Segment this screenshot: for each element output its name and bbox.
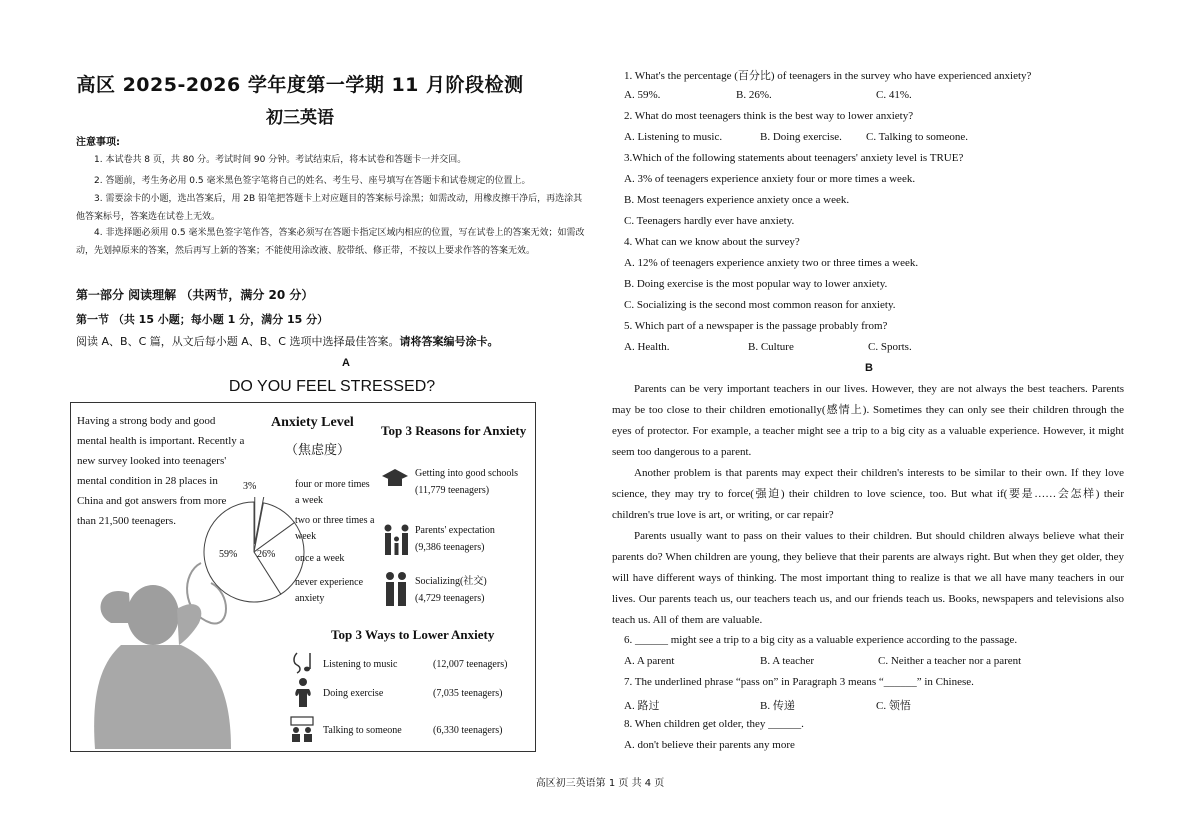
reason-2-label: Parents' expectation (415, 525, 495, 536)
notice-item-4: 4. 非选择题必须用 0.5 毫米黑色签字笔作答，答案必须写在答题卡指定区域内相应的位置，写在试卷上的答案无效；如需改动，先划掉原来的答案，然后再写上新的答案；不能使用涂改液、胶带纸、修正带，不按以上要求作答的答案无效。 (76, 228, 585, 256)
q7-option-a: A. 路过 (624, 700, 660, 712)
q4-option-a: A. 12% of teenagers experience anxiety two or three times a week. (624, 257, 919, 269)
part1-heading: 第一部分 阅读理解 （共两节，满分 20 分） (76, 288, 314, 302)
question-6: 6. ______ might see a trip to a big city as a valuable experience according to the passage. (624, 634, 1018, 646)
pie-label-26: 26% (257, 549, 276, 560)
passage-b-paragraph-2-text: Another problem is that parents may expect their children's interests to be similar to their own. If they love science, they may try to force(强迫) their children to love science, too. But what if(要是……会怎样) their children's true love is art, or writing, or car repair? (612, 467, 1124, 521)
q6-option-b: B. A teacher (760, 655, 815, 667)
reason-2 (415, 522, 539, 556)
q7-option-c: C. 领悟 (876, 700, 911, 712)
q2-option-a: A. Listening to music. (624, 131, 723, 143)
reasons-title: Top 3 Reasons for Anxiety (381, 423, 527, 438)
infographic (70, 402, 536, 752)
question-1: 1. What's the percentage (百分比) of teenagers in the survey who have experienced anxiety? (624, 70, 1032, 82)
notice-item-3: 3. 需要涂卡的小题，选出答案后，用 2B 铅笔把答题卡上对应题目的答案标号涂黑；如需改动，用橡皮擦干净后，再选涂其他答案标号，答案选在试卷上无效。 (76, 194, 583, 222)
q3-option-c: C. Teenagers hardly ever have anxiety. (624, 215, 795, 227)
graduation-cap-icon (381, 467, 409, 491)
passage-b-paragraph-1 (612, 379, 1124, 463)
question-2: 2. What do most teenagers think is the best way to lower anxiety? (624, 110, 914, 122)
question-4: 4. What can we know about the survey? (624, 236, 800, 248)
q3-option-a: A. 3% of teenagers experience anxiety four or more times a week. (624, 173, 916, 185)
question-8: 8. When children get older, they ______. (624, 718, 804, 730)
q5-option-a: A. Health. (624, 341, 670, 353)
q5-option-c: C. Sports. (868, 341, 912, 353)
q7-option-b: B. 传递 (760, 700, 795, 712)
q5-option-b: B. Culture (748, 341, 794, 353)
instruction-text: 阅读 A、B、C 篇，从文后每小题 A、B、C 选项中选择最佳答案。 (76, 335, 400, 348)
passage-b-paragraph-1-text: Parents can be very important teachers in our lives. However, they are not always the best teachers. Parents may be too close to their children emotionally(感情上). Sometimes they can only see their children through the eyes of protector. For example, a teacher might see a trip to a big city as a valuable experience. However, it might seem too dangerous to a parent. (612, 383, 1124, 458)
way-1-label: Listening to music (323, 659, 398, 670)
instruction-bold: 请将答案编号涂卡。 (399, 335, 499, 348)
way-1-count: (12,007 teenagers) (433, 659, 508, 670)
passage-a-label: A (342, 357, 350, 369)
q2-option-c: C. Talking to someone. (866, 131, 968, 143)
question-3: 3.Which of the following statements about teenagers' anxiety level is TRUE? (624, 152, 964, 164)
ways-title: Top 3 Ways to Lower Anxiety (331, 627, 495, 642)
right-page (600, 0, 1200, 831)
q1-option-c: C. 41%. (876, 89, 912, 101)
freq-four-or-more: four or more times a week (295, 479, 370, 506)
reason-1-count: (11,779 teenagers) (415, 485, 490, 496)
q2-option-b: B. Doing exercise. (760, 131, 842, 143)
notice-item-1: 1. 本试卷共 8 页，共 80 分。考试时间 90 分钟。考试结束后，将本试卷和答题卡一并交回。 (94, 155, 467, 165)
exam-subtitle: 初三英语 (266, 108, 334, 128)
reason-3 (415, 573, 539, 607)
reason-3-count: (4,729 teenagers) (415, 593, 485, 604)
way-2-count: (7,035 teenagers) (433, 688, 503, 699)
q8-option-a: A. don't believe their parents any more (624, 739, 795, 751)
part1-subheading: 第一节 （共 15 小题；每小题 1 分，满分 15 分） (76, 313, 329, 326)
freq-once: once a week (295, 553, 345, 564)
way-3-count: (6,330 teenagers) (433, 725, 503, 736)
passage-b-label: B (865, 362, 873, 374)
question-7: 7. The underlined phrase “pass on” in Paragraph 3 means “______” in Chinese. (624, 676, 974, 688)
talking-icon (289, 715, 315, 743)
question-5: 5. Which part of a newspaper is the passage probably from? (624, 320, 888, 332)
q4-option-b: B. Doing exercise is the most popular way to lower anxiety. (624, 278, 888, 290)
people-icon (383, 571, 409, 607)
q6-option-a: A. A parent (624, 655, 675, 667)
passage-b-paragraph-2 (612, 463, 1124, 526)
anxiety-level-subtitle: （焦虑度） (285, 442, 351, 457)
q3-option-b: B. Most teenagers experience anxiety once a week. (624, 194, 850, 206)
freq-two-or-three: two or three times a week (295, 515, 375, 542)
passage-a-title: DO YOU FEEL STRESSED? (228, 378, 436, 395)
pie-label-59: 59% (219, 549, 238, 560)
passage-b-paragraph-3 (612, 526, 1124, 631)
freq-never: never experience anxiety (295, 577, 364, 604)
reason-1-label: Getting into good schools (415, 468, 519, 479)
infographic-intro: Having a strong body and good mental health is important. Recently a new survey looked into teenagers' mental condition in 28 places in China and got answers from more than 21,500 teenagers. (77, 415, 245, 527)
q6-option-c: C. Neither a teacher nor a parent (878, 655, 1022, 667)
pie-label-3: 3% (243, 481, 257, 492)
passage-b-paragraph-3-text: Parents usually want to pass on their values to their children. But should children always believe what their parents do? When children are young, they believe that their parents are always right. But when they get older, they will have different ways of thinking. The most important thing to realize is that we all have many teachers in our lives. Our parents teach us, our teachers teach us, and our friends teach us. Books, newspapers and televisions also teach us. All of them are valuable. (612, 530, 1124, 626)
anxiety-pie-chart (199, 497, 309, 607)
q1-option-a: A. 59%. (624, 89, 661, 101)
exam-title: 高区 2025-2026 学年度第一学期 11 月阶段检测 (76, 74, 524, 96)
anxiety-level-title: Anxiety Level (271, 415, 354, 430)
q1-option-b: B. 26%. (736, 89, 772, 101)
reason-3-label: Socializing(社交) (415, 576, 487, 587)
way-2-label: Doing exercise (323, 688, 384, 699)
reason-2-count: (9,386 teenagers) (415, 542, 485, 553)
exercise-icon (293, 677, 313, 709)
instruction (76, 333, 499, 349)
q4-option-c: C. Socializing is the second most common reason for anxiety. (624, 299, 896, 311)
way-3-label: Talking to someone (323, 725, 402, 736)
page-footer: 高区初三英语第 1 页 共 4 页 (535, 778, 665, 789)
notice-item-2: 2. 答题前，考生务必用 0.5 毫米黑色签字笔将自己的姓名、考生号、座号填写在答题卡和试卷规定的位置上。 (94, 176, 531, 186)
family-icon (381, 523, 413, 557)
music-icon (291, 649, 315, 675)
reason-1 (415, 465, 539, 499)
notice-heading: 注意事项: (76, 137, 120, 148)
